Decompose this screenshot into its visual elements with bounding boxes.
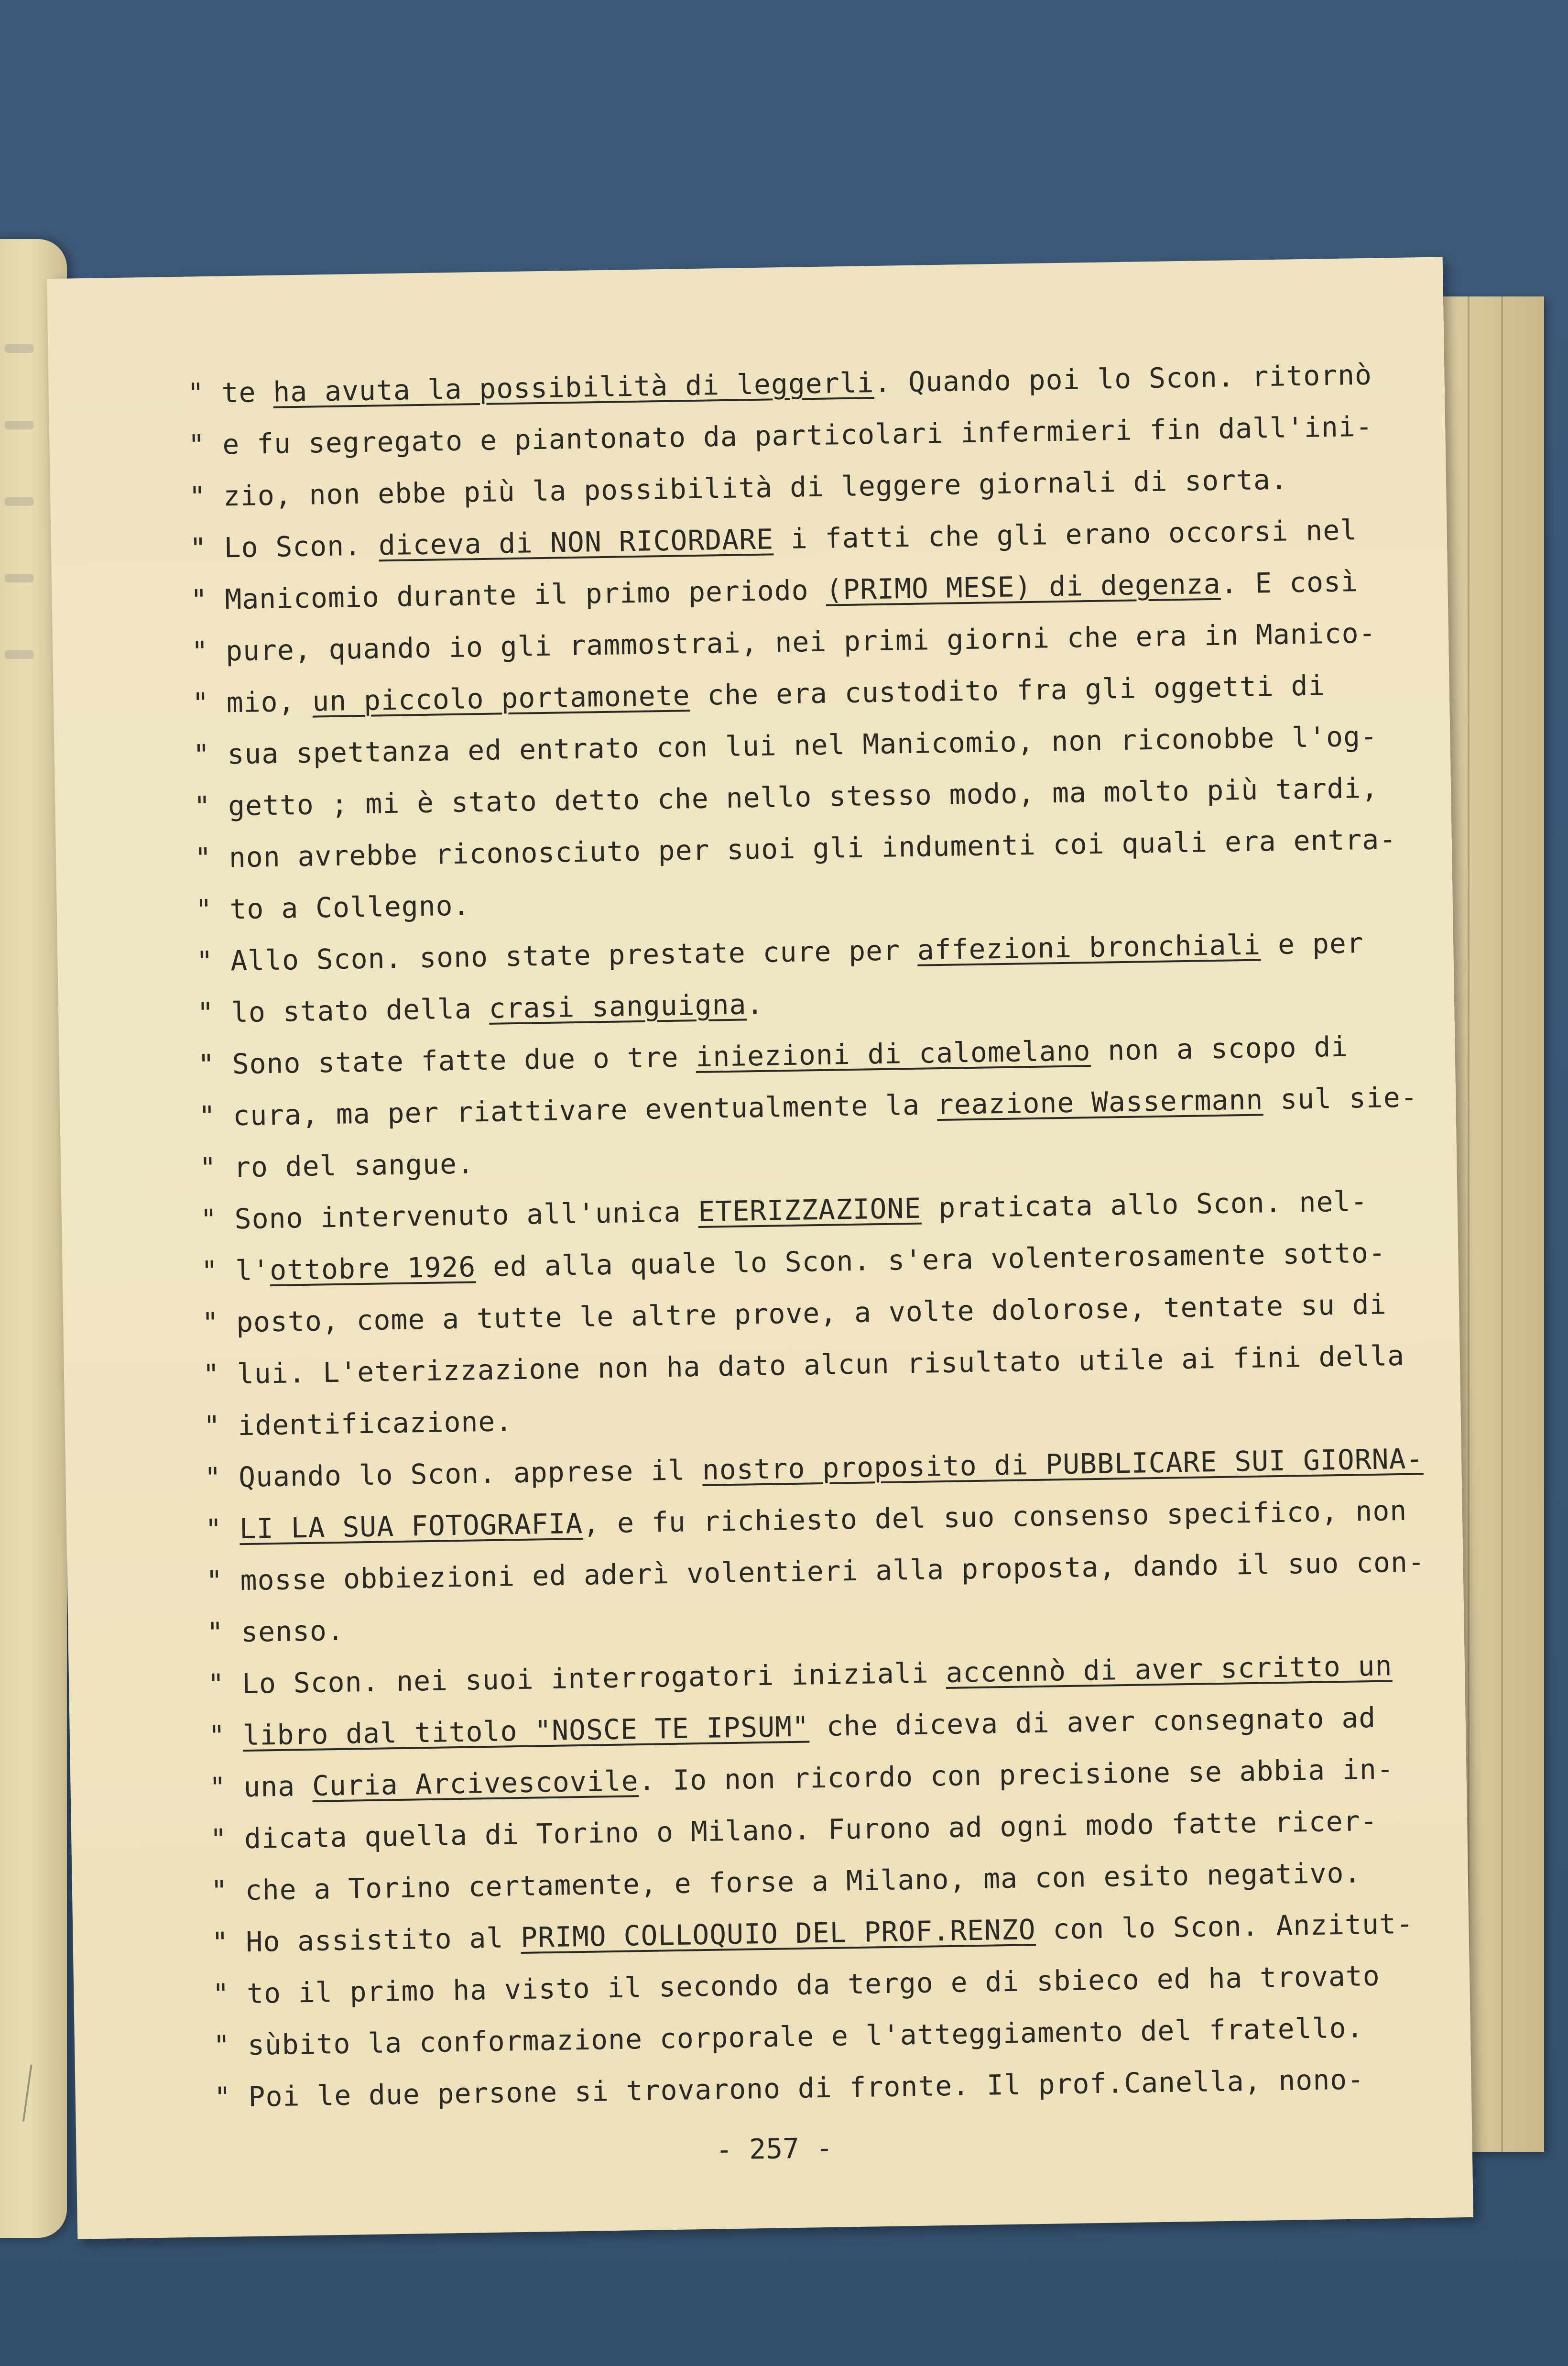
text-segment: " to a Collegno. xyxy=(195,889,470,926)
underlined-text-segment: (PRIMO MESE) di degenza xyxy=(825,567,1221,606)
text-segment: " lo stato della xyxy=(196,992,490,1030)
underlined-text-segment: PRIMO COLLOQUIO DEL PROF.RENZO xyxy=(520,1913,1036,1954)
text-segment: " identificazione. xyxy=(203,1405,513,1443)
text-segment: e per xyxy=(1260,927,1364,961)
underlined-text-segment: iniezioni di calomelano xyxy=(695,1034,1091,1073)
text-segment: " Lo Scon. xyxy=(189,529,379,565)
facing-page-text-fragment xyxy=(5,574,33,582)
text-segment: " ro del sangue. xyxy=(199,1147,475,1184)
underlined-text-segment: accennò di aver scritto un xyxy=(945,1649,1393,1689)
text-segment: " pure, quando io gli rammostrai, nei primi giorni che era in Manico- xyxy=(191,616,1376,668)
typewritten-text-block xyxy=(187,348,1438,2123)
underlined-text-segment: libro dal titolo "NOSCE TE IPSUM" xyxy=(242,1710,810,1752)
text-segment: che era custodito fra gli oggetti di xyxy=(689,669,1326,712)
underlined-text-segment: LI LA SUA FOTOGRAFIA xyxy=(239,1507,583,1545)
text-segment: " Ho assistito al xyxy=(211,1921,521,1959)
text-segment: " non avrebbe riconosciuto per suoi gli indumenti coi quali era entra- xyxy=(194,822,1397,875)
text-segment: praticata allo Scon. nel- xyxy=(921,1185,1368,1225)
text-segment: " Sono intervenuto all'unica xyxy=(200,1195,698,1236)
text-segment: " sua spettanza ed entrato con lui nel Manicomio, non riconobbe l'og- xyxy=(193,720,1378,771)
text-segment: . Quando poi lo Scon. ritornò xyxy=(873,358,1372,399)
text-segment: " Quando lo Scon. apprese il xyxy=(204,1453,703,1494)
facing-page-text-fragment xyxy=(5,344,33,353)
text-segment: " Sono state fatte due o tre xyxy=(197,1041,696,1081)
text-segment: " Lo Scon. nei suoi interrogatori iniziali xyxy=(207,1656,947,1701)
text-segment: " Manicomio durante il primo periodo xyxy=(190,573,826,616)
text-segment: " xyxy=(205,1512,240,1546)
text-segment: " l' xyxy=(201,1254,270,1288)
underlined-text-segment: crasi sanguigna xyxy=(489,988,747,1025)
text-segment: " cura, ma per riattivare eventualmente la xyxy=(198,1088,937,1133)
text-segment: " getto ; mi è stato detto che nello stesso modo, ma molto più tardi, xyxy=(193,771,1379,823)
text-segment: . E così xyxy=(1220,565,1359,600)
text-segment: " e fu segregato e piantonato da particolari infermieri fin dall'ini- xyxy=(187,410,1373,461)
text-segment: " xyxy=(208,1719,243,1753)
underlined-text-segment: reazione Wassermann xyxy=(936,1083,1263,1121)
text-segment: " to il primo ha visto il secondo da tergo e di sbieco ed ha trovato xyxy=(212,1959,1381,2011)
text-segment: " te xyxy=(187,375,273,410)
text-segment: " posto, come a tutte le altre prove, a volte dolorose, tentate su di xyxy=(201,1288,1387,1339)
text-segment: , e fu richiesto del suo consenso specifico, non xyxy=(582,1494,1407,1540)
text-segment: " Poi le due persone si trovarono di fronte. Il prof.Canella, nono- xyxy=(214,2063,1365,2114)
facing-page-text-fragment xyxy=(5,650,33,659)
text-segment: . xyxy=(746,987,764,1021)
underlined-text-segment: ottobre 1926 xyxy=(269,1250,476,1287)
facing-page-text-fragment xyxy=(5,497,33,506)
text-segment: " mosse obbiezioni ed aderì volentieri alla proposta, dando il suo con- xyxy=(206,1545,1426,1598)
text-segment: " sùbito la conformazione corporale e l'atteggiamento del fratello. xyxy=(213,2011,1364,2062)
text-segment: . Io non ricordo con precisione se abbia in- xyxy=(638,1753,1394,1797)
page-number: - 257 - xyxy=(715,2131,833,2166)
text-segment: non a scopo di xyxy=(1090,1030,1349,1067)
text-segment: " lui. L'eterizzazione non ha dato alcun risultato utile ai fini della xyxy=(202,1339,1405,1391)
text-segment: " senso. xyxy=(206,1614,345,1649)
document-page xyxy=(47,257,1473,2239)
underlined-text-segment: diceva di NON RICORDARE xyxy=(378,523,774,562)
text-segment: che diceva di aver consegnato ad xyxy=(809,1701,1376,1743)
underlined-text-segment: ETERIZZAZIONE xyxy=(697,1192,922,1228)
facing-page-text-fragment xyxy=(5,421,33,429)
underlined-text-segment: Curia Arcivescovile xyxy=(312,1764,639,1802)
text-segment: " dicata quella di Torino o Milano. Furono ad ogni modo fatte ricer- xyxy=(209,1804,1378,1856)
page-edge-line xyxy=(1501,296,1503,2152)
underlined-text-segment: affezioni bronchiali xyxy=(917,928,1261,966)
underlined-text-segment: nostro proposito di PUBBLICARE SUI GIORNA- xyxy=(702,1442,1424,1486)
text-segment: ed alla quale lo Scon. s'era volenterosamente sotto- xyxy=(475,1236,1386,1283)
text-segment: i fatti che gli erano occorsi nel xyxy=(773,514,1358,556)
text-segment: " mio, xyxy=(192,685,313,720)
text-segment: sul sie- xyxy=(1263,1081,1418,1116)
text-segment: con lo Scon. Anzitut- xyxy=(1035,1907,1414,1946)
underlined-text-segment: ha avuta la possibilità di leggerli xyxy=(272,366,874,408)
underlined-text-segment: un piccolo portamonete xyxy=(312,679,691,718)
text-segment: " zio, non ebbe più la possibilità di leggere giornali di sorta. xyxy=(188,463,1288,513)
text-segment: " che a Torino certamente, e forse a Milano, ma con esito negativo. xyxy=(210,1856,1361,1907)
text-segment: " Allo Scon. sono state prestate cure per xyxy=(196,933,918,978)
text-segment: " una xyxy=(209,1769,313,1804)
